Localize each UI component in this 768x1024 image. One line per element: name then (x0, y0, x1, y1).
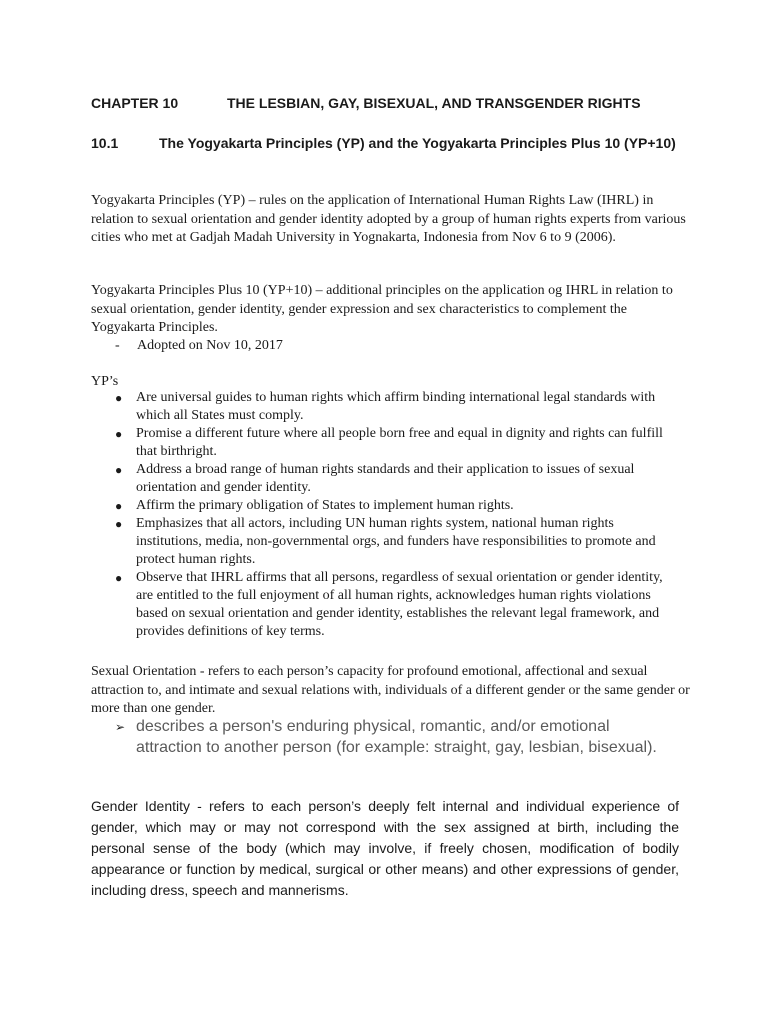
dash-marker: - (115, 338, 120, 353)
bullet-marker: ● (115, 517, 123, 531)
section-title: The Yogyakarta Principles (YP) and the Yogyakarta Principles Plus 10 (YP+10) (159, 135, 676, 151)
list-item (115, 497, 671, 515)
list-item-text: Observe that IHRL affirms that all persons, regardless of sexual orientation or gender identity, are entitled to the full enjoyment of all human rights, acknowledges human rights violations based on sexual orientation and gender identity, establishes the relevant legal framework, and provides definitions of key terms. (136, 570, 663, 639)
bullet-marker: ● (115, 499, 123, 513)
arrow-item-text: describes a person's enduring physical, romantic, and/or emotional attraction to another person (for example: straight, gay, lesbian, bisexual). (136, 718, 657, 756)
section-number: 10.1 (91, 135, 119, 151)
list-item-text: Promise a different future where all people born free and equal in dignity and rights can fulfill that birthright. (136, 426, 663, 459)
list-item-text: Affirm the primary obligation of States to implement human rights. (136, 498, 514, 513)
sexual-orientation-arrow-item (115, 717, 675, 758)
list-item-text: Emphasizes that all actors, including UN human rights system, national human rights institutions, media, non-governmental orgs, and funders have responsibilities to promote and protect human rights. (136, 516, 656, 567)
dash-item-text: Adopted on Nov 10, 2017 (137, 338, 283, 353)
list-item (115, 389, 671, 425)
yp10-dash-item (115, 337, 675, 356)
arrow-bullet-icon: ➢ (115, 720, 126, 734)
chapter-title: THE LESBIAN, GAY, BISEXUAL, AND TRANSGENDER RIGHTS (227, 95, 641, 111)
paragraph-gender-identity: Gender Identity - refers to each person’s deeply felt internal and individual experience of gender, which may or may not correspond with the sex assigned at birth, including the personal sense of the body (which may involve, if freely chosen, modification of bodily appearance or function by medical, surgical or other means) and other expressions of gender, including dress, speech and mannerisms. (91, 798, 679, 898)
list-item (115, 569, 671, 641)
list-item-text: Are universal guides to human rights which affirm binding international legal standards with which all States must comply. (136, 390, 656, 423)
list-item-text: Address a broad range of human rights standards and their application to issues of sexual orientation and gender identity. (136, 462, 635, 495)
section-heading (91, 133, 691, 153)
yps-bullet-list (115, 389, 671, 641)
list-item (115, 461, 671, 497)
bullet-marker: ● (115, 427, 123, 441)
yps-label: YP’s (91, 374, 119, 389)
paragraph-yp-definition: Yogyakarta Principles (YP) – rules on the application of International Human Rights Law (IHRL) in relation to sexual orientation and gender identity adopted by a group of human rights experts from various cities who met at Gadjah Madah University in Yognakarta, Indonesia from Nov 6 to 9 (2006). (91, 193, 686, 245)
bullet-marker: ● (115, 463, 123, 477)
chapter-number: CHAPTER 10 (91, 95, 179, 111)
bullet-marker: ● (115, 391, 123, 405)
chapter-heading (91, 93, 691, 113)
list-item (115, 425, 671, 461)
list-item (115, 515, 671, 569)
paragraph-yp10-definition: Yogyakarta Principles Plus 10 (YP+10) – additional principles on the application og IHRL in relation to sexual orientation, gender identity, gender expression and sex characteristics to complement the Yogyakarta Principles. (91, 283, 673, 335)
bullet-marker: ● (115, 571, 123, 585)
paragraph-sexual-orientation: Sexual Orientation - refers to each person’s capacity for profound emotional, affectional and sexual attraction to, and intimate and sexual relations with, individuals of a different gender or the same gender or more than one gender. (91, 664, 690, 716)
